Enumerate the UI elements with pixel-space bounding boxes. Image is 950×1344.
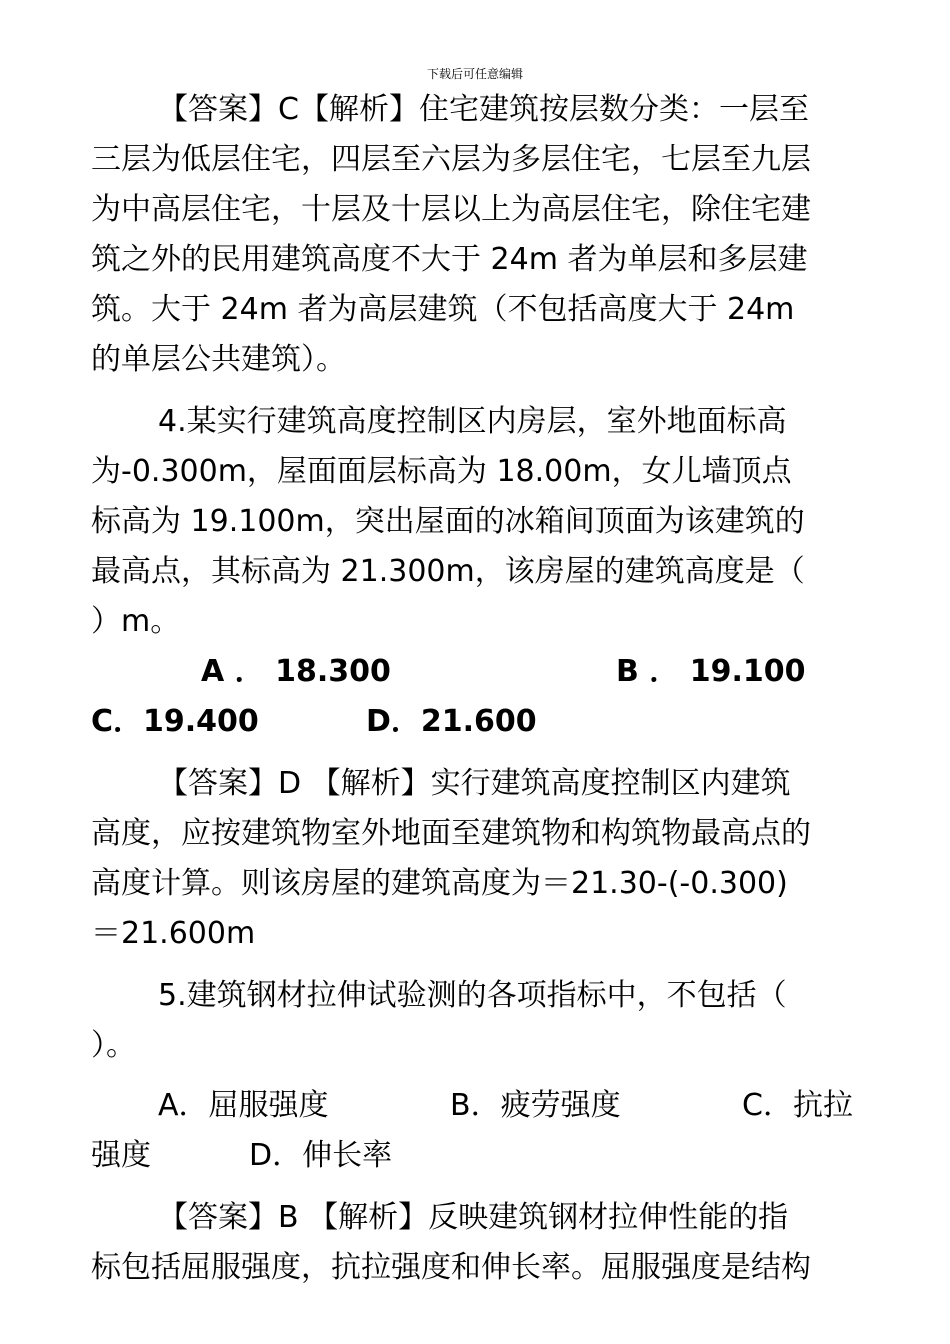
- document-body: [91, 85, 863, 1293]
- question-4-block: [91, 397, 863, 747]
- text-line: ）m。: [91, 604, 181, 639]
- option-c: C．抗拉: [742, 1088, 853, 1123]
- text-line: 高度计算。则该房屋的建筑高度为＝21.30-(-0.300): [91, 866, 788, 901]
- question-5-stem: 5.建筑钢材拉伸试验测的各项指标中，不包括（: [158, 978, 787, 1013]
- question-5-block: [91, 971, 863, 1181]
- text-line: 标包括屈服强度，抗拉强度和伸长率。屈服强度是结构: [91, 1250, 811, 1285]
- answer-4-block: [91, 759, 863, 959]
- text-line: 筑之外的民用建筑高度不大于 24m 者为单层和多层建: [91, 242, 808, 277]
- option-a: A．屈服强度: [158, 1088, 329, 1123]
- options-row: [91, 647, 863, 697]
- text-line: 最高点，其标高为 21.300m，该房屋的建筑高度是（: [91, 554, 805, 589]
- text-line: ＝21.600m: [91, 916, 256, 951]
- options-row: [91, 1081, 863, 1131]
- text-line: 三层为低层住宅，四层至六层为多层住宅，七层至九层: [91, 142, 811, 177]
- option-a: A ． 18.300: [201, 654, 391, 689]
- text-line: 【答案】D 【解析】实行建筑高度控制区内建筑: [158, 766, 791, 801]
- text-line: 【答案】B 【解析】反映建筑钢材拉伸性能的指: [158, 1200, 789, 1235]
- options-row: [91, 697, 863, 747]
- option-b: B．疲劳强度: [450, 1088, 621, 1123]
- text-line: 为中高层住宅，十层及十层以上为高层住宅，除住宅建: [91, 192, 811, 227]
- page-header: 下载后可任意编辑: [426, 67, 523, 81]
- text-line: 筑。大于 24m 者为高层建筑（不包括高度大于 24m: [91, 292, 795, 327]
- text-line: 标高为 19.100m，突出屋面的冰箱间顶面为该建筑的: [91, 504, 805, 539]
- text-line: ）。: [91, 1028, 136, 1063]
- option-c: C．19.400: [91, 704, 259, 739]
- option-d: D．21.600: [366, 704, 537, 739]
- option-c-continued: 强度: [91, 1138, 151, 1173]
- text-line: 的单层公共建筑）。: [91, 342, 346, 377]
- option-d: D．伸长率: [249, 1138, 393, 1173]
- question-4-stem: 4.某实行建筑高度控制区内房层，室外地面标高: [158, 404, 787, 439]
- answer-5-block: [91, 1193, 863, 1293]
- text-line: 【答案】C【解析】住宅建筑按层数分类：一层至: [158, 92, 809, 127]
- text-line: 为-0.300m，屋面面层标高为 18.00m，女儿墙顶点: [91, 454, 792, 489]
- text-line: 高度，应按建筑物室外地面至建筑物和构筑物最高点的: [91, 816, 811, 851]
- option-b: B ． 19.100: [616, 654, 806, 689]
- options-row: [91, 1131, 863, 1181]
- answer-3-block: [91, 85, 863, 385]
